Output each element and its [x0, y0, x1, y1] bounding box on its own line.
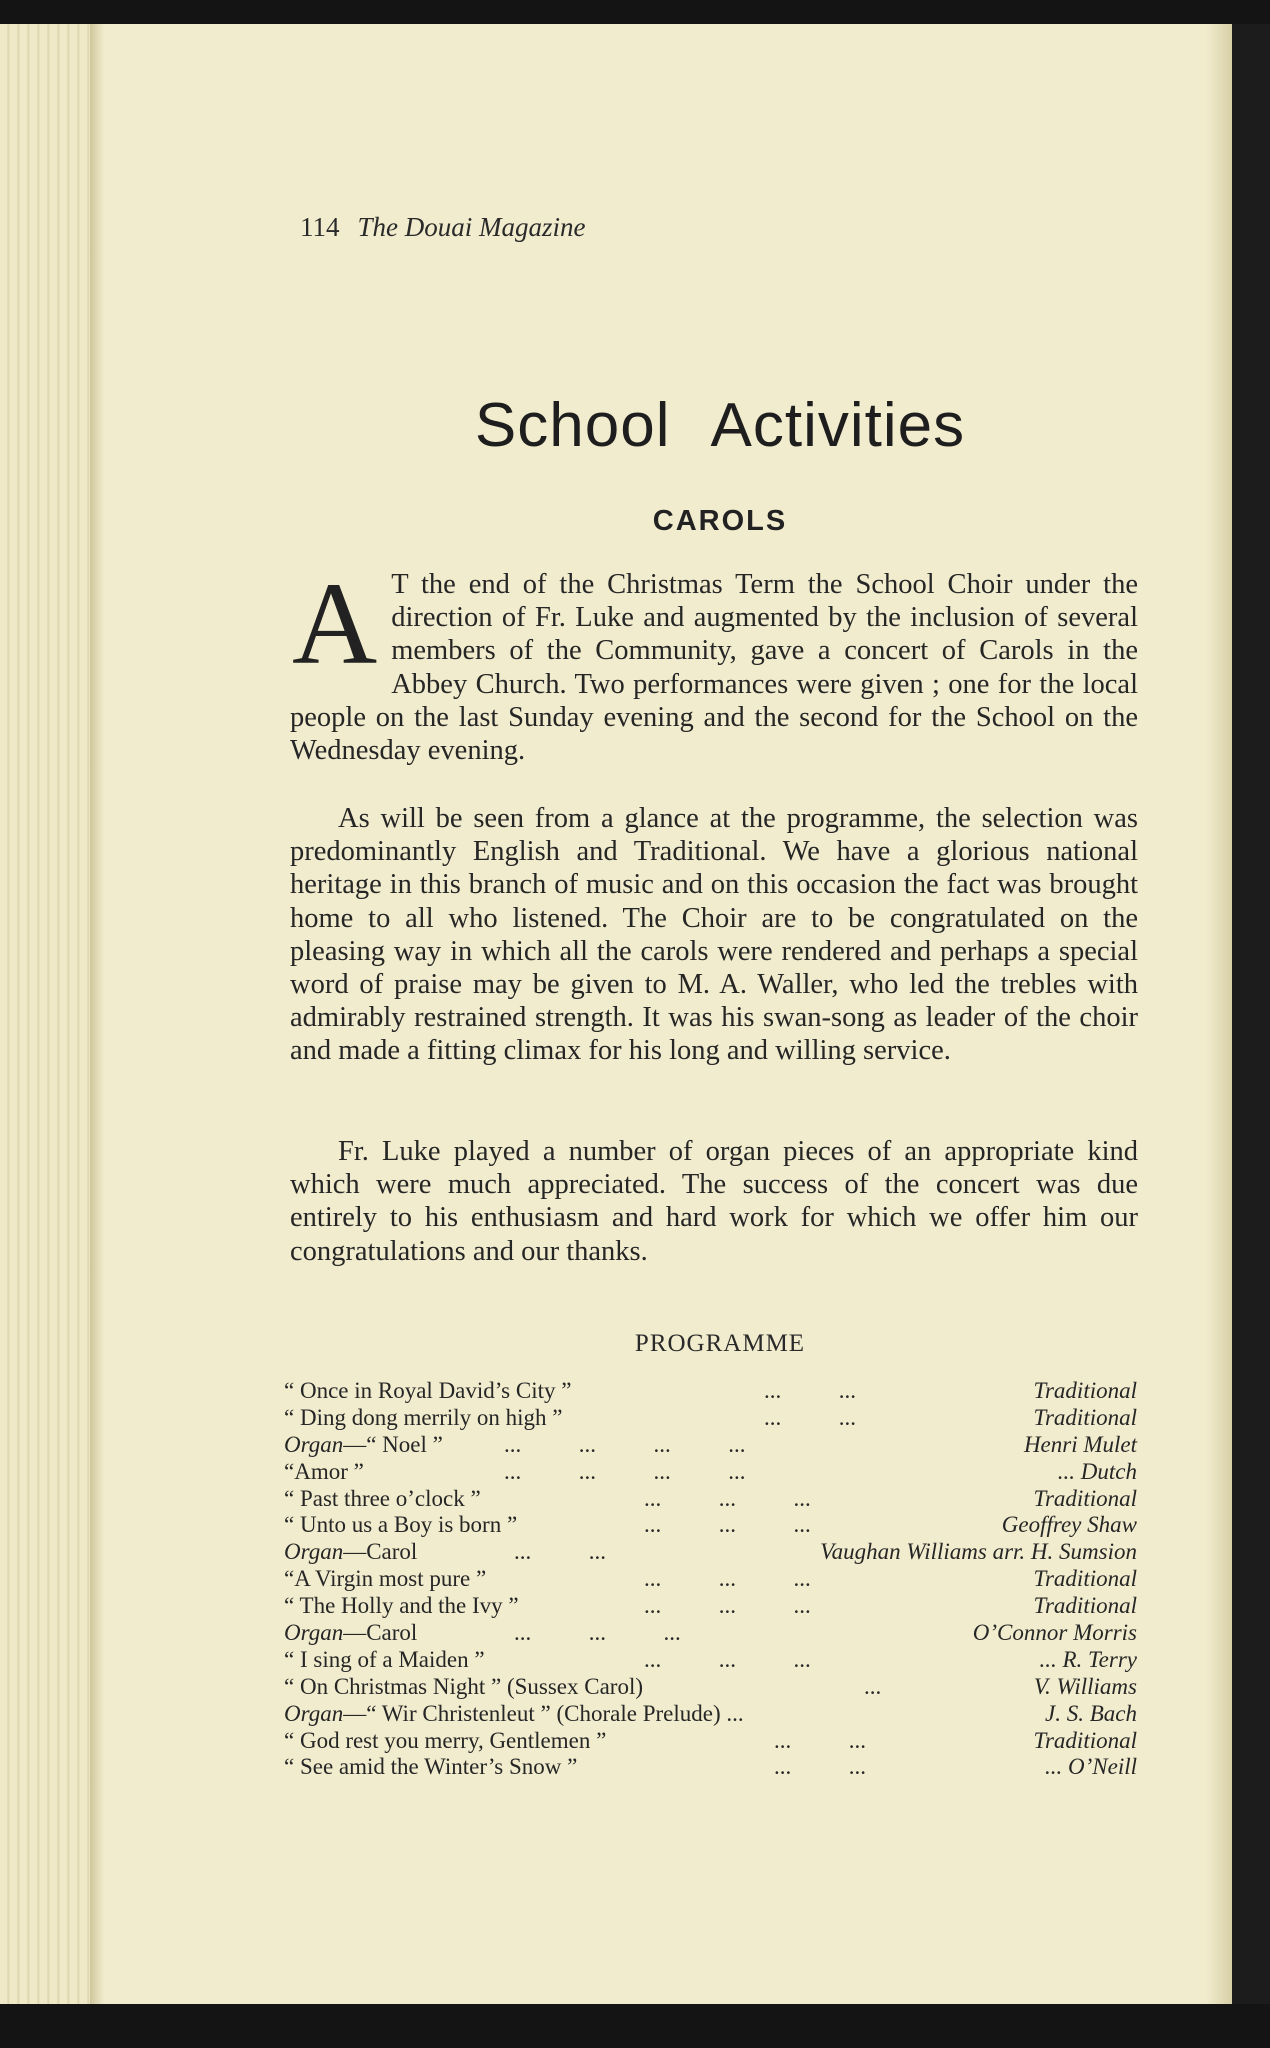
programme-piece [284, 1754, 577, 1781]
programme-piece-title: “ The Holly and the Ivy ” [284, 1593, 519, 1619]
page-title [0, 390, 1270, 461]
programme-piece-title: “ God rest you merry, Gentlemen ” [284, 1727, 607, 1753]
programme-leader-dots: ... ... ... [514, 1620, 681, 1646]
programme-leader-dots: ... ... [764, 1404, 856, 1430]
paragraph-1 [290, 558, 1138, 767]
programme-row [284, 1486, 1137, 1513]
programme-piece [284, 1486, 481, 1513]
programme-piece [284, 1459, 364, 1486]
programme-list [284, 1378, 1137, 1781]
right-page-edge [1206, 18, 1232, 2008]
programme-leader-dots: ... ... ... [644, 1646, 811, 1672]
programme-piece-title: “ Unto us a Boy is born ” [284, 1512, 518, 1538]
programme-piece-title: “Amor ” [284, 1458, 364, 1484]
programme-row [284, 1405, 1137, 1432]
programme-leader-dots: ... ... ... [644, 1593, 811, 1619]
title-word-2: Activities [710, 391, 966, 460]
programme-row [284, 1378, 1137, 1405]
programme-row [284, 1566, 1137, 1593]
programme-composer: Traditional [1033, 1378, 1137, 1403]
programme-piece-title: —“ Wir Christenleut ” (Chorale Prelude) ... [343, 1700, 744, 1726]
programme-piece-title: “ On Christmas Night ” (Sussex Carol) [284, 1673, 644, 1699]
section-heading: CAROLS [652, 505, 788, 537]
programme-leader-dots: ... ... [514, 1539, 606, 1565]
paragraph-3: Fr. Luke played a number of organ pieces of an appropriate kind which were much appreciated. The success of the concert was due entirely to his enthusiasm and hard work for which we offer him our congratulations and our thanks. [290, 1136, 1138, 1267]
programme-row [284, 1754, 1137, 1781]
programme-organ-label: Organ [284, 1539, 344, 1565]
programme-leader-dots: ... ... ... [644, 1566, 811, 1592]
programme-row [284, 1539, 1137, 1566]
programme-row [284, 1728, 1137, 1755]
programme-row [284, 1593, 1137, 1620]
programme-row [284, 1701, 1137, 1728]
programme-composer: V. Williams [1033, 1673, 1137, 1699]
programme-row [284, 1512, 1137, 1539]
programme-piece-title: “A Virgin most pure ” [284, 1566, 487, 1592]
programme-piece [284, 1620, 417, 1647]
programme-piece-title: “ Past three o’clock ” [284, 1485, 481, 1511]
programme-organ-label: Organ [284, 1620, 344, 1646]
programme-organ-label: Organ [284, 1700, 344, 1726]
programme-leader-dots: ... ... ... [644, 1512, 811, 1538]
programme-leader-dots: ... ... [774, 1727, 866, 1753]
programme-leader-dots: ... ... [764, 1378, 856, 1403]
programme-piece [284, 1674, 643, 1701]
programme-piece [284, 1539, 417, 1566]
programme-piece [284, 1566, 486, 1593]
gutter-shadow [90, 18, 104, 2008]
programme-leader-dots: ... ... ... ... [504, 1458, 746, 1484]
programme-composer: Traditional [1033, 1485, 1137, 1511]
paragraph-1-text: T the end of the Christmas Term the School Choir under the direction of Fr. Luke and augmented by the inclusion of several members of the Community, gave a concert of Carols in the Abbey Church. Two performances were given ; one for the local people on the last Sunday evening and the second for the School on the Wednesday evening. [290, 569, 1138, 767]
programme-organ-label: Organ [284, 1431, 344, 1457]
programme-composer: Traditional [1033, 1566, 1137, 1592]
title-word-1: School [474, 391, 671, 460]
programme-composer: Traditional [1033, 1727, 1137, 1753]
programme-composer: Vaughan Williams arr. H. Sumsion [820, 1539, 1137, 1565]
programme-composer: Henri Mulet [1023, 1431, 1137, 1457]
programme-piece-title: “ See amid the Winter’s Snow ” [284, 1754, 578, 1780]
page-edges [0, 18, 96, 2008]
programme-composer: Traditional [1033, 1404, 1137, 1430]
programme-piece [284, 1432, 443, 1459]
programme-row [284, 1459, 1137, 1486]
programme-leader-dots: ... ... [774, 1754, 866, 1780]
programme-composer: ... R. Terry [1039, 1646, 1137, 1672]
programme-row [284, 1432, 1137, 1459]
programme-piece [284, 1378, 571, 1405]
programme-composer: J. S. Bach [1045, 1700, 1137, 1726]
magazine-title: The Douai Magazine [357, 212, 586, 242]
programme-leader-dots: ... [864, 1673, 882, 1699]
programme-piece-title: “ I sing of a Maiden ” [284, 1646, 485, 1672]
programme-heading: PROGRAMME [634, 1330, 806, 1357]
programme-piece [284, 1405, 563, 1432]
programme-piece [284, 1512, 517, 1539]
page-number: 114 [300, 212, 340, 242]
running-head [300, 212, 585, 243]
paragraph-2: As will be seen from a glance at the programme, the selection was predominantly English and Traditional. We have a glorious national heritage in this branch of music and on this occasion the fact was brought home to all who listened. The Choir are to be congratulated on the pleasing way in which all the carols were rendered and perhaps a special word of praise may be given to M. A. Waller, who led the trebles with admirably restrained strength. It was his swan-song as leader of the choir and made a fitting climax for his long and willing service. [290, 803, 1138, 1067]
programme-piece-title: —“ Noel ” [343, 1431, 443, 1457]
programme-composer: Traditional [1033, 1593, 1137, 1619]
programme-piece [284, 1728, 606, 1755]
programme-composer: ... Dutch [1057, 1458, 1137, 1484]
programme-piece-title: —Carol [343, 1620, 418, 1646]
programme-piece-title: “ Once in Royal David’s City ” [284, 1378, 572, 1403]
programme-leader-dots: ... ... ... [644, 1485, 811, 1511]
programme-leader-dots: ... ... ... ... [504, 1431, 746, 1457]
programme-composer: ... O’Neill [1045, 1754, 1137, 1780]
programme-piece [284, 1593, 519, 1620]
programme-row [284, 1647, 1137, 1674]
programme-piece [284, 1701, 744, 1728]
programme-row [284, 1620, 1137, 1647]
programme-composer: O’Connor Morris [972, 1620, 1137, 1646]
drop-cap: A [292, 558, 378, 689]
bottom-border [0, 2004, 1270, 2048]
programme-row [284, 1674, 1137, 1701]
programme-piece [284, 1647, 485, 1674]
top-border [0, 0, 1270, 24]
programme-piece-title: “ Ding dong merrily on high ” [284, 1404, 563, 1430]
programme-composer: Geoffrey Shaw [1001, 1512, 1137, 1538]
programme-piece-title: —Carol [343, 1539, 418, 1565]
